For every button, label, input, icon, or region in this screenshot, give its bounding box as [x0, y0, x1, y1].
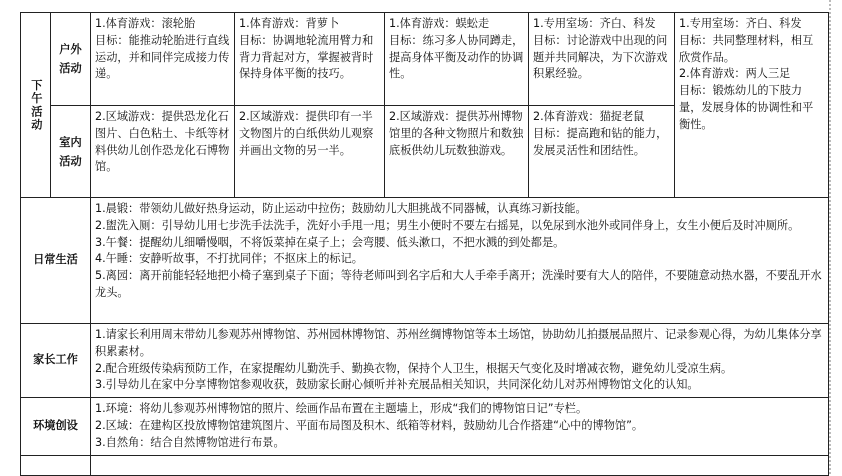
text-line: 1.请家长利用周末带幼儿参观苏州博物馆、苏州园林博物馆、苏州丝绸博物馆等本土场馆，协助幼儿拍摄展品照片、记录参观心得，为幼儿集体分享积累素材。 [95, 328, 822, 358]
afternoon-outdoor-row [21, 13, 829, 106]
day1-indoor [91, 106, 235, 198]
indoor-label: 室内活动 [51, 106, 91, 198]
day1-outdoor [91, 13, 235, 106]
afternoon-label: 下午活动 [21, 13, 51, 198]
day4-outdoor [529, 13, 675, 106]
text-line: 目标：提高跑和钻的能力，发展灵活性和团结性。 [533, 126, 668, 157]
parent-work-label: 家长工作 [21, 324, 91, 398]
text-line: 目标：协调地轮流用臂力和背力背起对方，掌握被背时保持身体平衡的技巧。 [239, 33, 374, 81]
page-edge-marker [829, 0, 835, 474]
parent-work-row [21, 324, 829, 398]
text-line: 1.晨锻：带领幼儿做好热身运动，防止运动中拉伤；鼓励幼儿大胆挑战不同器械，认真练习新技能。 [95, 202, 587, 215]
text-line: 3.引导幼儿在家中分享博物馆参观收获，鼓励家长耐心倾听并补充展品相关知识，共同深化幼儿对苏州博物馆文化的认知。 [95, 378, 699, 392]
text-line: 1.专用室场：齐白、科发 [679, 17, 802, 30]
day5-afternoon [675, 13, 829, 198]
text-line: 2.区域游戏：提供苏州博物馆里的各种文物照片和数独底板供幼儿玩数独游戏。 [389, 110, 524, 157]
text-line: 1.环境：将幼儿参观苏州博物馆的照片、绘画作品布置在主题墙上，形成“我们的博物馆日记”专栏。 [95, 402, 588, 416]
day4-indoor [529, 106, 675, 198]
text-line: 4.午睡：安静听故事，不打扰同伴；不抠床上的标记。 [95, 252, 363, 266]
daily-life-content [91, 198, 829, 324]
environment-label: 环境创设 [21, 398, 91, 455]
text-line: 2.配合班级传染病预防工作，在家提醒幼儿勤洗手、勤换衣物，保持个人卫生，根据天气变化及时增减衣物，避免幼儿受凉生病。 [95, 361, 733, 375]
day3-indoor [385, 106, 529, 198]
text-line: 2.体育游戏：两人三足 [679, 67, 791, 81]
text-line: 目标：共同整理材料，相互欣赏作品。 [679, 33, 814, 64]
text-line: 2.区域游戏：提供印有一半文物图片的白纸供幼儿观察并画出文物的另一半。 [239, 110, 374, 157]
day3-outdoor [385, 13, 529, 106]
text-line: 2.区域：在建构区投放博物馆建筑图片、平面布局图及积木、纸箱等材料，鼓励幼儿合作搭建“心中的博物馆”。 [95, 418, 644, 432]
text-line: 3.自然角：结合自然博物馆进行布景。 [95, 435, 285, 449]
text-line: 目标：讨论游戏中出现的问题并共同解决，为下次游戏积累经验。 [533, 33, 668, 81]
day2-outdoor [235, 13, 385, 106]
day2-indoor [235, 106, 385, 198]
text-line: 目标：锻炼幼儿的下肢力量，发展身体的协调性和平衡性。 [679, 84, 814, 131]
text-line: 1.体育游戏：背萝卜 [239, 17, 340, 30]
daily-life-label: 日常生活 [21, 198, 91, 324]
environment-row [21, 398, 829, 455]
text-line: 1.专用室场：齐白、科发 [533, 17, 656, 30]
environment-content [91, 398, 829, 455]
outdoor-label: 户外活动 [51, 13, 91, 106]
empty-cell [91, 455, 829, 475]
text-line: 3.午餐：提醒幼儿细嚼慢咽，不将饭菜掉在桌子上；会弯腰、低头漱口，不把水溅的到处都是。 [95, 235, 565, 249]
empty-cell [21, 455, 91, 475]
text-line: 2.区域游戏：提供恐龙化石图片、白色粘土、卡纸等材料供幼儿创作恐龙化石博物馆。 [95, 110, 230, 174]
daily-life-row [21, 198, 829, 324]
text-line: 目标：练习多人协同蹲走，提高身体平衡及动作的协调性。 [389, 33, 524, 81]
trailing-row [21, 455, 829, 475]
parent-work-content [91, 324, 829, 398]
weekly-plan-table [20, 12, 829, 476]
text-line: 2.体育游戏：猫捉老鼠 [533, 110, 645, 123]
text-line: 2.盥洗入厕：引导幼儿用七步洗手法洗手，洗好小手甩一甩；男生小便时不要左右摇晃，以免尿到水池外或同伴身上，女生小便后及时冲厕所。 [95, 218, 800, 232]
text-line: 1.体育游戏：蜈蚣走 [389, 17, 490, 30]
text-line: 5.离园：离开前能轻轻地把小椅子塞到桌子下面；等待老师叫到名字后和大人手牵手离开；洗澡时要有大人的陪伴，不要随意动热水器，不要乱开水龙头。 [95, 269, 822, 299]
text-line: 1.体育游戏：滚轮胎 [95, 17, 196, 30]
text-line: 目标：能推动轮胎进行直线运动，并和同伴完成接力传递。 [95, 33, 230, 81]
